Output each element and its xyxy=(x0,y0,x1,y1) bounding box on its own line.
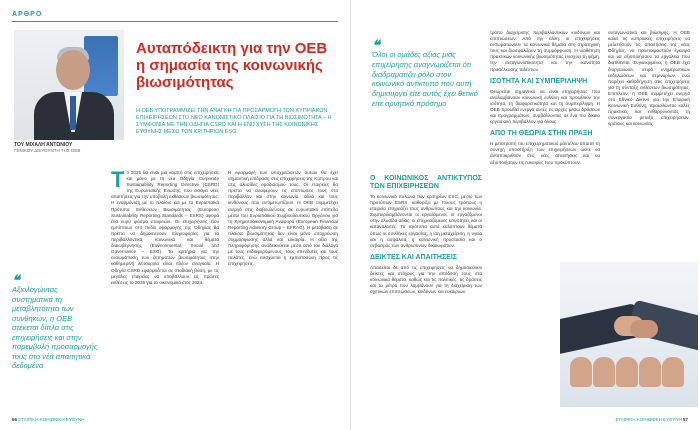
footer-left xyxy=(12,417,85,422)
footer-right-label: ΕΤΑΙΡΙΚΗ ΚΟΙΝΩΝΙΚΗ ΕΥΘΥΝΗ xyxy=(615,417,682,422)
page-number-right: 57 xyxy=(682,417,688,422)
footer-left-label: ΕΤΑΙΡΙΚΗ ΚΟΙΝΩΝΙΚΗ ΕΥΘΥΝΗ xyxy=(18,417,85,422)
pull-quote-right-text: Όλοι οι ομάδες αξίας μιας επιχείρησης αναγνωρίζεται ότι διαδραματίζει ρόλο στον κοινωνικό αντίκτυπο που αυτή δημιουργεί είτε αυτός έχει θετικό είτε αρνητικό πρόσημο xyxy=(372,50,478,108)
body-column-3-text-2: Απαιτείται δε από τις επιχειρήσεις να δημοσιεύουν δείκτες και στόχους για την απόδοσή τους στα κοινωνικά θέματα, καθώς και τις πολιτικές, τις δράσεις και τα μέτρα που λαμβάνουν για τη διαχείριση των σχετικών επιπτώσεων, κινδύνων και ευκαιριών. xyxy=(370,264,482,295)
article-lead: Η ΟΕΒ ΥΠΟΓΡΑΜΜΙΖΕΙ ΤΗΝ ΑΝΑΓΚΗ ΓΙΑ ΠΡΟΣΑΡΜΟΓΗ ΤΩΝ ΚΥΠΡΙΑΚΩΝ ΕΠΙΧΕΙΡΗΣΕΩΝ ΣΤΟ ΝΕΟ ΚΑΝΟΝΙΣΤΙΚΟ ΠΛΑΙΣΙΟ ΓΙΑ ΤΗ ΒΙΩΣΙΜΟΤΗΤΑ – Η ΣΥΜΦΩΝΙΑ ΜΕ ΤΗΝ ΟΔΗΓΙΑ CSRD ΚΑΙ Η ΕΝΙΣΧΥΣΗ ΤΗΣ ΚΟΙΝΩΝΙΚΗΣ ΕΥΘΥΝΗΣ ΜΕΣΩ ΤΩΝ ΚΡΙΤΗΡΙΩΝ ESG xyxy=(136,108,332,135)
body-column-4-text-3: Η μετατροπή του επιχειρηματικού μοντέλου απαιτεί τη συνεχή υποστήριξη των επιχειρήσεων ώστε να ανταποκριθούν στις νέες απαιτήσεις και να αξιοποιήσουν τις ευκαιρίες που προκύπτουν. xyxy=(490,141,600,165)
author-photo xyxy=(14,30,124,140)
subheading-indicators: ΔΕΙΚΤΕΣ ΚΑΙ ΑΠΑΙΤΗΣΕΙΣ xyxy=(370,253,457,261)
pull-quote-left-text: Αξιολογώντας συστηματικά τη μεταβλητότητα των συνθηκών, η ΟΕΒ στέκεται δίπλα στις επιχειρήσεις και στην παρεμβολή προσαρμογής τους στα νέα απαιτητικά δεδομένα xyxy=(12,285,98,370)
page-number-left: 56 xyxy=(12,417,18,422)
subheading-equality: ΙΣΟΤΗΤΑ ΚΑΙ ΣΥΜΠΕΡΙΛΗΨΗ xyxy=(490,77,588,85)
pull-quote-left xyxy=(12,272,100,371)
section-divider xyxy=(12,21,338,22)
body-column-3 xyxy=(370,170,482,418)
body-column-3-text-1: Το κοινωνικό πυλώνα των κριτηρίων ESG, μέσω των προτύπων ESRS, καθορίζει με ποιους τρόπους η εταιρεία επηρεάζει τους ανθρώπους και την κοινωνία. Συμπεριλαμβάνονται οι εργαζόμενοι, οι εργαζόμενοι στην αλυσίδα αξίας, οι επηρεαζόμενες κοινότητες και οι καταναλωτές. Τα πρότυπα αυτά καλύπτουν θέματα όπως οι συνθήκες εργασίας, η ίση μεταχείριση, η υγεία και η ασφάλεια, η κοινωνική προστασία και ο σεβασμός των ανθρωπίνων δικαιωμάτων. xyxy=(370,194,482,248)
quote-mark-icon: ❝ xyxy=(372,37,380,53)
article-headline: Αυταπόδεικτη για την ΟΕΒ η σημασία της κοινωνικής βιωσιμότητας xyxy=(136,40,328,91)
drop-cap: Τ xyxy=(111,170,125,192)
footer-right xyxy=(615,417,688,422)
body-column-1 xyxy=(111,170,219,418)
body-column-5-text: ανταγωνιστικό και βιώσιμης. Η ΟΕΒ καλεί τις κυπριακές επιχειρήσεις να μελετήσουν τις απαιτήσεις της νέας Οδηγίας, να προετοιμαστούν έγκαιρα και να αξιοποιήσουν τα εργαλεία που διατίθενται. Συγκεκριμένα, η ΟΕΒ έχει διοργανώσει σειρά ενημερωτικών εκδηλώσεων και σεμιναρίων, ενώ παρέχει καθοδήγηση στις επιχειρήσεις για τη σύνταξη εκθέσεων βιωσιμότητας. Επιπλέον, η ΟΕΒ συμμετέχει ενεργά στο Εθνικό Δίκτυο για την Εταιρική Κοινωνική Ευθύνη, προωθώντας καλές πρακτικές και ενθαρρύνοντας τη συνεργασία μεταξύ επιχειρήσεων, κράτους και κοινωνίας. xyxy=(608,30,690,127)
body-column-4-text-2: Θεωρείται σημαντικό να είναι επιχειρήσεις που αναλαμβάνουν κοινωνική ευθύνη και προωθούν την ισότητα, τη διαφορετικότητα και τη συμπερίληψη. Η ΟΕΒ προωθεί ενεργά αυτές τις αρχές μέσω δράσεων και προγραμμάτων, συμβάλλοντας σε ένα πιο δίκαιο εργασιακό περιβάλλον για όλους. xyxy=(490,88,600,125)
quote-mark-icon: ❝ xyxy=(12,272,20,288)
title-block xyxy=(136,40,336,91)
body-column-2 xyxy=(228,170,338,418)
body-column-4-text-1: τρόπο διαχείρισης περιβαλλοντικών κινδύνων και επιπτώσεων. Από την άλλη, οι επιχειρήσεις ενσωματώνουν τα κοινωνικά θέματα στη στρατηγική τους και διασφαλίζουν τη συμμόρφωση. Η υιοθέτηση πρακτικών κοινωνικής βιωσιμότητας ενισχύει τη φήμη, την ανταγωνιστικότητα και την ικανότητα προσέλκυσης ταλέντων. xyxy=(490,30,600,72)
subheading-social-impact: Ο ΚΟΙΝΩΝΙΚΟΣ ΑΝΤΙΚΤΥΠΟΣ ΤΩΝ ΕΠΙΧΕΙΡΗΣΕΩΝ xyxy=(370,175,482,190)
pull-quote-right xyxy=(372,37,480,109)
handshake-photo xyxy=(560,262,698,407)
body-column-2-text: Η εφαρμογή των υποχρεώσεων αυτών θα έχει σημαντική επίδραση στις επιχειρήσεις της Κύπρου και στις αλυσίδες εφοδιασμού τους. Οι εταιρείες θα πρέπει να αναφέρουν τις επιπτώσεις τους στο περιβάλλον και στην κοινωνία, αλλά και τους κινδύνους που αντιμετωπίζουν. Η ΟΕΒ συμμετέχει ενεργά στις διαβουλεύσεις σε ευρωπαϊκό επίπεδο μέσω του Ευρωπαϊκού Συμβουλευτικού Οργάνου για τη Χρηματοοικονομική Αναφορά (European Financial Reporting Advisory Group – EFRAG). Η μετάβαση σε πλαίσιο βιωσιμότητας δεν είναι μόνο υποχρέωση συμμόρφωσης αλλά και ευκαιρία. Η αξία της πληροφόρησης αναδεικνύεται μέσα από τον διάλογο με τους ενδιαφερόμενους, τους επενδυτές και τους πελάτες, ενώ ενισχύεται η εμπιστοσύνη προς τις επιχειρήσεις. xyxy=(228,170,338,267)
stacked-hands-image xyxy=(570,357,688,397)
section-tag: ΑΡΘΡΟ xyxy=(12,11,43,18)
author-name: ΤΟΥ ΜΙΧΑΛΗ ΑΝΤΩΝΙΟΥ xyxy=(14,142,73,148)
subheading-theory-practice: ΑΠΟ ΤΗ ΘΕΩΡΙΑ ΣΤΗΝ ΠΡΑΞΗ xyxy=(490,130,593,138)
body-column-5 xyxy=(608,30,690,262)
author-role: ΓΕΝΙΚΟΥ ΔΙΕΥΘΥΝΤΗ ΤΗΣ ΟΕΒ xyxy=(14,148,81,153)
body-column-1-text: ο 2025 θα είναι μια καμπή στις επιχειρήσεις και μόνο με τη νέα Οδηγία Corporate Sustainability Reporting Directive (CSRD) της Ευρωπαϊκής Ένωσης, που εισάγει νέες απαιτήσεις για την υποβολή εκθέσεων βιωσιμότητας. Η εναρμόνιση με το πλαίσιο και με τα Ευρωπαϊκά Πρότυπα Εκθέσεων Βιωσιμότητας (European Sustainability Reporting Standards – ESRS) αφορά ένα ευρύ φάσμα εταιρειών. Οι επιχειρήσεις που εμπίπτουν στο πεδίο εφαρμογής της Οδηγίας θα πρέπει να δημοσιεύουν πληροφορίες για τα περιβαλλοντικά, κοινωνικά και θέματα διακυβέρνησης (Environmental, Social and Governance – ESG). Τα κριτήρια για την ενσωμάτωση των ζητημάτων βιωσιμότητας στην καθημερινή λειτουργία είναι πλέον αναγκαία. Η Οδηγία CSRD εφαρμόζεται σε σταδιακή βάση, με τις μεγάλες εταιρείες να υποβάλλουν τις πρώτες εκθέσεις το 2025 για το οικονομικό έτος 2024. xyxy=(111,170,219,285)
